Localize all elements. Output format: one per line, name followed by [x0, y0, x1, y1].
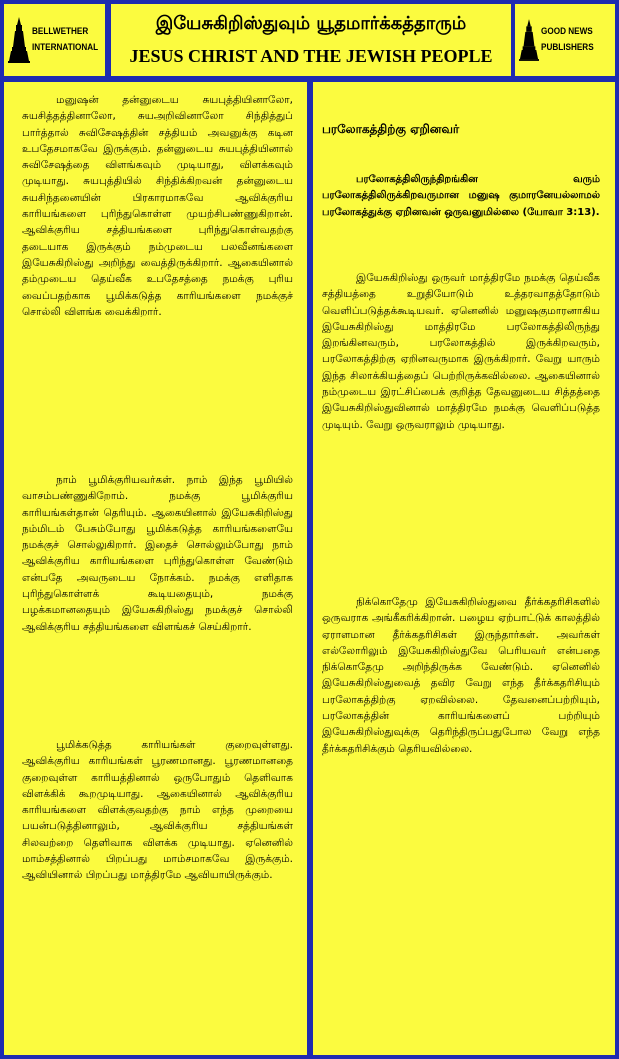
paragraph: நாம் பூமிக்குரியவர்கள். நாம் இந்த பூமியில் வாசம்பண்ணுகிறோம். நமக்கு பூமிக்குரிய காரியங்கள்தான் தெரியும். ஆகையினால் இயேசுகிறிஸ்து நம்மிடம் பேசும்போது பூமிக்கடுத்த காரியங்களையே நமக்குச் சொல்லுகிறார். இதைச் சொல்லும்போது நாம் ஆவிக்குரிய காரியங்களை புரிந்துகொள்ள வேண்டும் என்பதே அவருடைய நோக்கம். நமக்கு எளிதாக புரிந்துகொள்ளக் கூடியதையும், நமக்கு பழக்கமானதையும் இயேசுகிறிஸ்து நமக்குச் சொல்லி ஆவிக்குரிய சத்தியங்களை விளங்கச் செய்கிறார். [22, 474, 293, 633]
section-heading: பரலோகத்திற்கு ஏறினவர் [322, 122, 460, 136]
left-column [4, 82, 307, 1055]
logo-line-2: PUBLISHERS [541, 42, 594, 53]
title-english: JESUS CHRIST AND THE JEWISH PEOPLE [129, 46, 493, 66]
title-tamil: இயேசுகிறிஸ்துவும் யூதமார்க்கத்தாரும் [155, 13, 467, 34]
paragraph: மனுஷன் தன்னுடைய சுயபுத்தியினாலோ, சுயசித்தத்தினாலோ, சுயஅறிவினாலோ சிந்தித்துப் பார்த்தால் சுவிசேஷத்தின் சத்தியம் அவனுக்கு கடின உபதேசமாகவே இருக்கும். தன்னுடைய சுயபுத்தியினால் சுவிசேஷத்தை விளங்கவும் முடியாது, விளக்கவும் முடியாது. சுயபுத்தியில் சிந்திக்கிறவன் தன்னுடைய சுயசிந்தனையின் பிரகாரமாகவே ஆவிக்குரிய காரியங்களை புரிந்துகொள்ள முயற்சிபண்ணுகிறான். ஆவிக்குரிய சத்தியங்களை புரிந்துகொள்வதற்கு தடையாக இருக்கும் நம்முடைய பலவீனங்களை இயேசுகிறிஸ்து அறிந்து வைத்திருக்கிறார். ஆகையினால் தம்முடைய தெய்வீக உபதேசத்தை நமக்கு புரிய வைப்பதற்காக பூமிக்கடுத்த காரியங்களை நமக்குச் சொல்லி விளங்க வைக்கிறார். [22, 94, 293, 318]
logo-line-1: BELLWETHER [32, 26, 89, 37]
paragraph: நிக்கொதேமு இயேசுகிறிஸ்துவை தீர்க்கதரிசிகளில் ஒருவராக அங்கீகரிக்கிறான். பழைய ஏற்பாட்டுக் காலத்தில் ஏராளமான தீர்க்கதரிசிகள் இருந்தார்கள். அவர்கள் எல்லோரிலும் இயேசுகிறிஸ்துவே பெரியவர் என்பதை நிக்கொதேமு அறிந்திருக்க வேண்டும். ஏனெனில் இயேசுகிறிஸ்துவைத் தவிர வேறு எந்த தீர்க்கதரிசியும் பரலோகத்திற்கு ஏறவில்லை. தேவனைப்பற்றியும், பரலோகத்தின் காரியங்களைப் பற்றியும் இயேசுகிறிஸ்துவுக்கு தெரிந்திருப்பதுபோல வேறு எந்த தீர்க்கதரிசிக்கும் தெரியவில்லை. [322, 596, 600, 755]
bellwether-logo [4, 4, 105, 76]
good-news-logo [515, 4, 615, 76]
logo-line-1: GOOD NEWS [541, 26, 593, 37]
paragraph: பூமிக்கடுத்த காரியங்கள் குறைவுள்ளது. ஆவிக்குரிய காரியங்கள் பூரணமானது. பூரணமானதை குறைவுள்ள காரியத்தினால் ஒருபோதும் தெளிவாக விளக்கிக் கூறமுடியாது. ஆகையினால் ஆவிக்குரிய காரியங்களை விளக்குவதற்கு நாம் எந்த முறையை பயன்படுத்தினாலும், ஆவிக்குரிய சத்தியங்கள் சிலவற்றை தெளிவாக விளக்க முடியாது. ஏனெனில் மாம்சத்தினால் பிறப்பது மாம்சமாகவே இருக்கும். ஆவியினால் பிறப்பது மாத்திரமே ஆவியாயிருக்கும். [22, 739, 293, 882]
page-header [111, 4, 511, 76]
scripture-quote: பரலோகத்திலிருந்திறங்கின வரும் பரலோகத்திலிருக்கிறவருமான மனுஷ குமாரனேயல்லாமல் பரலோகத்துக்கு ஏறினவன் ஒருவனுமில்லை (யோவா 3:13). [322, 174, 600, 218]
paragraph: இயேசுகிறிஸ்து ஒருவர் மாத்திரமே நமக்கு தெய்வீக சத்தியத்தை உறுதியோடும் உத்தரவாதத்தோடும் வெளிப்படுத்தக்கூடியவர். ஏனெனில் மனுஷகுமாரனாகிய இயேசுகிறிஸ்து மாத்திரமே பரலோகத்திலிருந்து இறங்கினவரும், பரலோகத்தில் இருக்கிறவரும், பரலோகத்திற்கு ஏறினவருமாக இருக்கிறார். வேறு யாரும் இந்த சிலாக்கியத்தைப் பெற்றிருக்கவில்லை. ஆகையினால் நம்முடைய இரட்சிப்பைக் குறித்த தேவனுடைய சித்தத்தை இயேசுகிறிஸ்துவினால் மாத்திரமே நமக்கு வெளிப்படுத்த முடியும். வேறு ஒருவராலும் முடியாது. [322, 272, 600, 431]
logo-line-2: INTERNATIONAL [32, 42, 99, 53]
tower-icon [519, 17, 539, 63]
right-column [313, 82, 615, 1055]
tower-icon [8, 17, 30, 63]
